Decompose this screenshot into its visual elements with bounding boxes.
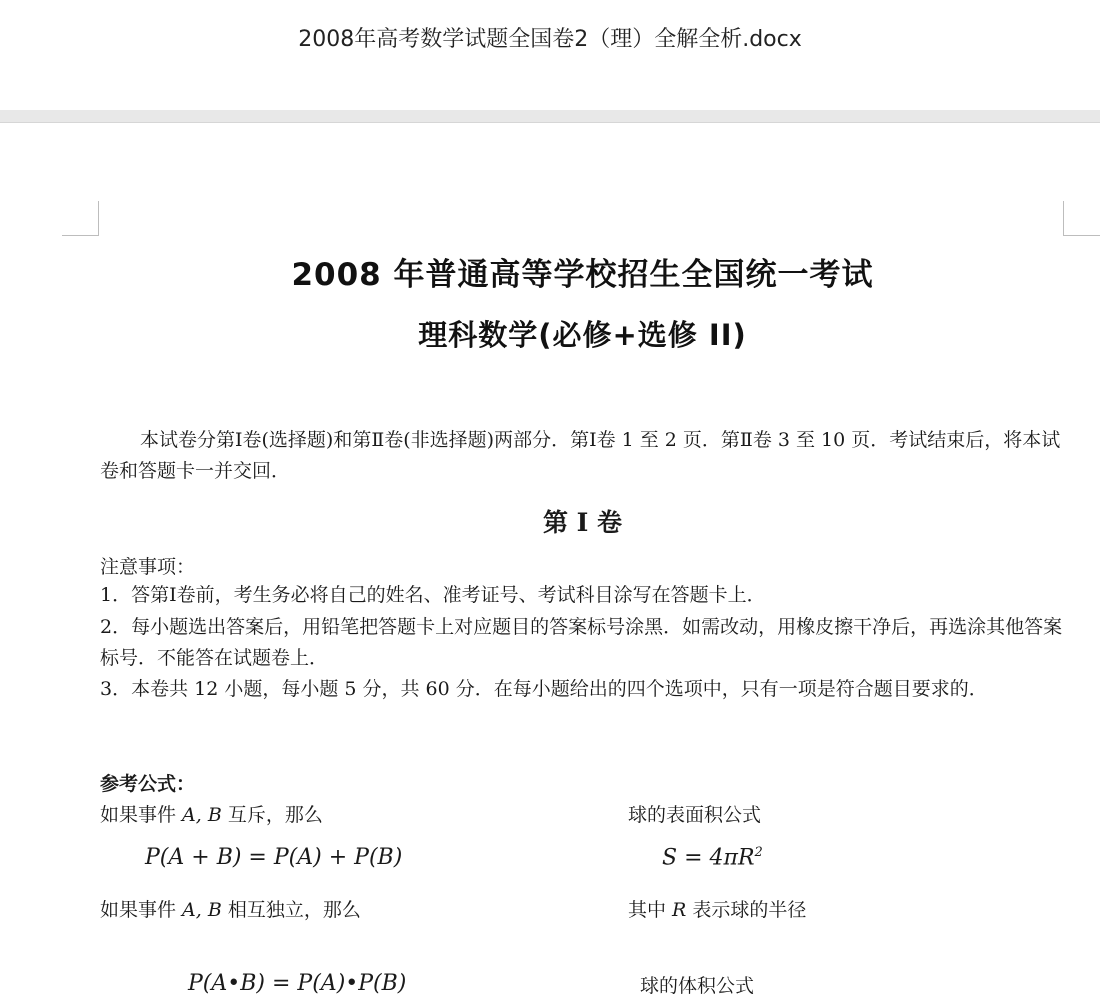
radius-note xyxy=(628,895,806,922)
sphere-surface-label: 球的表面积公式 xyxy=(628,804,762,826)
viewer-divider xyxy=(0,110,1100,123)
condition-independent xyxy=(100,895,361,922)
notes-title: 注意事项： xyxy=(100,556,196,578)
event-variables: A, B xyxy=(182,804,222,826)
condition-prefix: 如果事件 xyxy=(100,899,183,921)
document-title: 2008年高考数学试题全国卷2（理）全解全析.docx xyxy=(298,27,802,52)
reference-formulas-title: 参考公式： xyxy=(100,773,196,795)
condition-suffix: 相互独立，那么 xyxy=(221,899,361,921)
intro-paragraph: 本试卷分第Ⅰ卷(选择题)和第Ⅱ卷(非选择题)两部分．第Ⅰ卷 1 至 2 页．第Ⅱ卷 3 至 10 页．考试结束后，将本试卷和答题卡一并交回． xyxy=(100,429,1061,482)
crop-mark-top-right xyxy=(1063,201,1100,236)
sphere-volume-label: 球的体积公式 xyxy=(640,975,755,997)
formula-multiplication-rule: P(A•B) = P(A)•P(B) xyxy=(188,971,407,996)
note-item: 3．本卷共 12 小题，每小题 5 分，共 60 分．在每小题给出的四个选项中，只有一项是符合题目要求的． xyxy=(100,678,988,700)
condition-prefix: 如果事件 xyxy=(100,804,183,826)
note-item: 1．答第Ⅰ卷前，考生务必将自己的姓名、准考证号、考试科目涂写在答题卡上． xyxy=(100,584,766,606)
condition-mutually-exclusive xyxy=(100,800,323,827)
event-variables: A, B xyxy=(182,899,222,921)
title-bar xyxy=(0,0,1100,110)
radius-note-prefix: 其中 xyxy=(628,899,673,921)
document-page xyxy=(0,123,1100,997)
note-item: 2．每小题选出答案后，用铅笔把答题卡上对应题目的答案标号涂黑．如需改动，用橡皮擦干净后，再选涂其他答案标号．不能答在试题卷上． xyxy=(100,616,1063,669)
crop-mark-top-left xyxy=(62,201,99,236)
section-title: 第 I 卷 xyxy=(542,508,623,537)
sphere-surface-formula xyxy=(662,845,763,870)
radius-note-suffix: 表示球的半径 xyxy=(686,899,807,921)
exam-heading: 2008 年普通高等学校招生全国统一考试 xyxy=(291,257,874,293)
exam-subheading: 理科数学(必修+选修 II) xyxy=(418,318,747,352)
condition-suffix: 互斥，那么 xyxy=(221,804,323,826)
radius-variable: R xyxy=(672,899,687,921)
formula-base: S = 4πR xyxy=(662,845,755,871)
formula-exponent: 2 xyxy=(754,845,763,860)
formula-addition-rule: P(A + B) = P(A) + P(B) xyxy=(145,845,403,870)
